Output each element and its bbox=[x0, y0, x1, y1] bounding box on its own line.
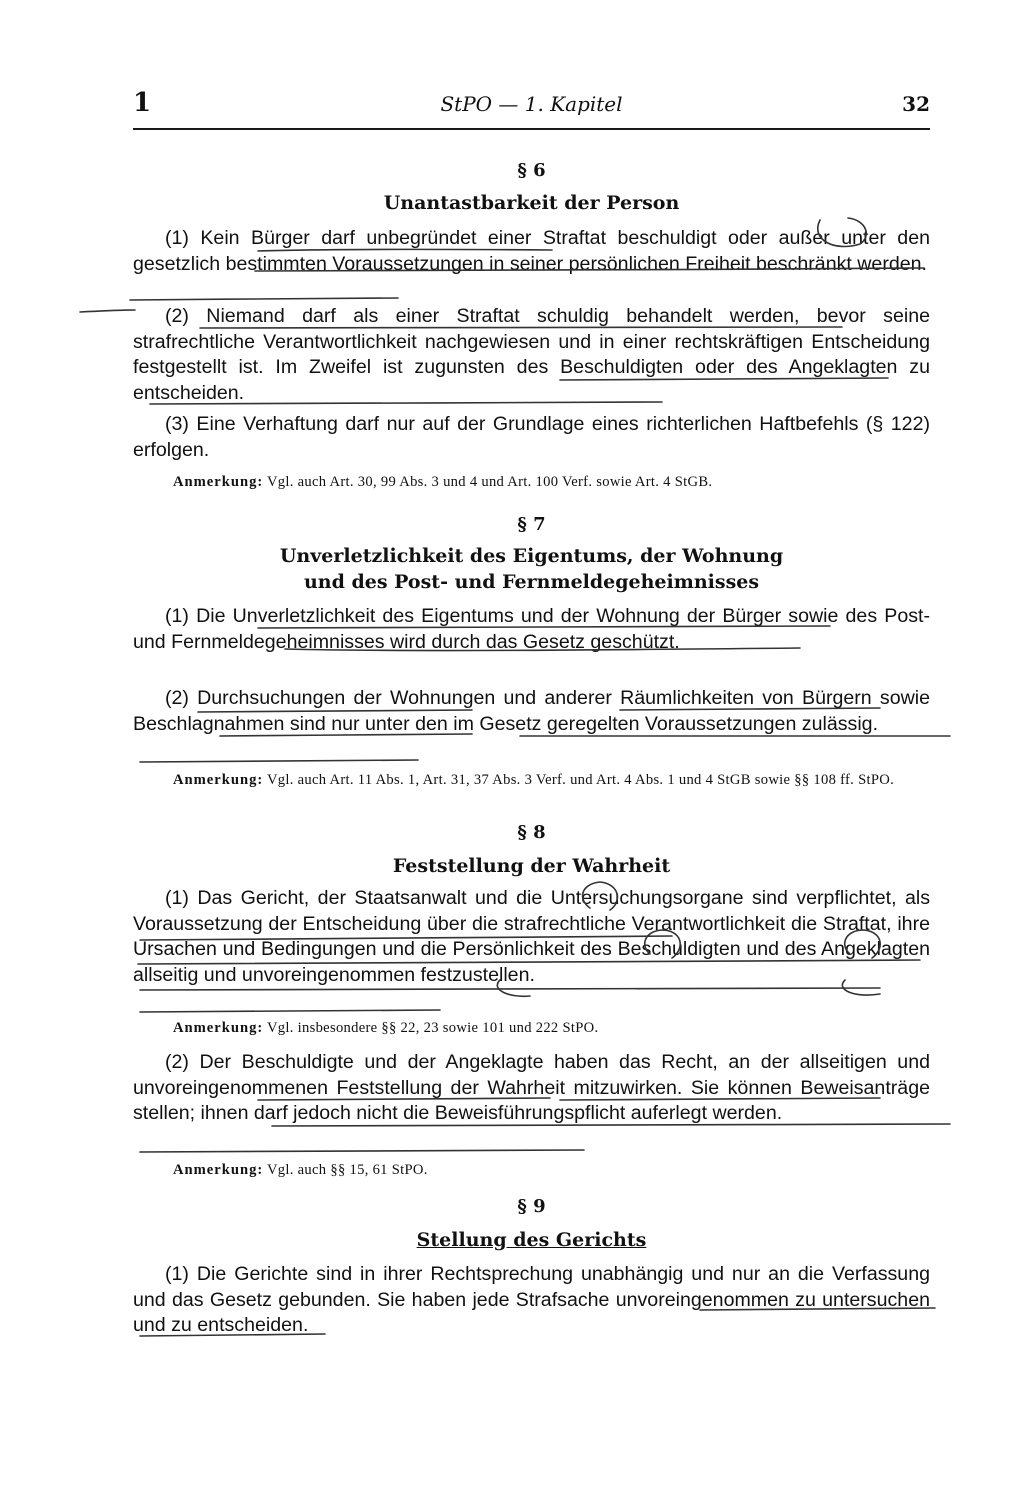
annotation-line bbox=[200, 327, 842, 328]
annotation-line bbox=[140, 936, 672, 940]
section-heading-9-text: Stellung des Gerichts bbox=[416, 1229, 647, 1251]
paragraph-8-1: (1) Das Gericht, der Staatsanwalt und die Untersuchungsorgane sind verpflichtet, als Voraussetzung der Entscheidung über die strafrechtliche Verantwortlichkeit die Straftat, ihre Ursachen und Bedingungen und die Persönlichkeit des Beschuldigten und des Angeklagten allseitig und unvoreingenommen festzustellen. bbox=[133, 887, 930, 986]
section-number-9: § 9 bbox=[517, 1196, 546, 1217]
paragraph-6-3: (3) Eine Verhaftung darf nur auf der Grundlage eines richterlichen Haftbefehls (§ 122) erfolgen. bbox=[133, 413, 930, 461]
paragraph-7-1: (1) Die Unverletzlichkeit des Eigentums und der Wohnung der Bürger sowie des Post- und Fernmeldegeheimnisses wird durch das Gesetz geschützt. bbox=[133, 605, 930, 653]
section-number-7: § 7 bbox=[517, 514, 546, 535]
annotation-line bbox=[285, 648, 800, 651]
annotation-line bbox=[700, 1308, 935, 1310]
annotation-line bbox=[140, 988, 880, 990]
section-heading-8: Feststellung der Wahrheit bbox=[392, 855, 671, 877]
section-heading-7-line-2: und des Post- und Fernmeldegeheimnisses bbox=[303, 571, 760, 593]
annotation-line bbox=[80, 310, 135, 312]
annotation-line bbox=[198, 710, 472, 712]
annotation-line bbox=[220, 734, 472, 736]
chapter-number: 1 bbox=[133, 88, 152, 118]
annotation-line bbox=[140, 1150, 584, 1152]
running-title: StPO — 1. Kapitel bbox=[440, 92, 623, 116]
annotation-line bbox=[138, 960, 920, 964]
note-text: Vgl. auch §§ 15, 61 StPO. bbox=[266, 1162, 428, 1178]
section-number-8: § 8 bbox=[517, 822, 546, 843]
annotation-line bbox=[845, 930, 880, 958]
note-label: Anmerkung: bbox=[173, 772, 264, 788]
annotation-line bbox=[130, 298, 398, 300]
annotation-line bbox=[140, 760, 418, 762]
section-number-6: § 6 bbox=[517, 160, 546, 181]
note-text: Vgl. insbesondere §§ 22, 23 sowie 101 und 222 StPO. bbox=[266, 1020, 599, 1036]
paragraph-6-2: (2) Niemand darf als einer Straftat schuldig behandelt werden, bevor seine strafrechtliche Verantwortlichkeit nachgewiesen und in einer rechtskräftigen Entscheidung festgestellt ist. Im Zweifel ist zugunsten des Beschuldigten oder des Angeklagten zu entscheiden. bbox=[133, 305, 930, 404]
annotation-line bbox=[150, 402, 662, 404]
annotation-line bbox=[258, 249, 552, 251]
paragraph-9-1: (1) Die Gerichte sind in ihrer Rechtsprechung unabhängig und nur an die Verfassung und das Gesetz gebunden. Sie haben jede Strafsache unvoreingenommen zu untersuchen und zu entscheiden. bbox=[133, 1263, 930, 1337]
section-heading-7-line-1: Unverletzlichkeit des Eigentums, der Wohnung bbox=[279, 545, 784, 567]
paragraph-7-2: (2) Durchsuchungen der Wohnungen und anderer Räumlichkeiten von Bürgern sowie Beschlagnahmen sind nur unter den im Gesetz geregelten Voraussetzungen zulässig. bbox=[133, 687, 930, 735]
note-label: Anmerkung: bbox=[173, 474, 264, 490]
page-number: 32 bbox=[902, 92, 930, 116]
section-heading-6: Unantastbarkeit der Person bbox=[383, 192, 680, 214]
note-label: Anmerkung: bbox=[173, 1020, 264, 1036]
annotation-line bbox=[560, 1098, 880, 1100]
annotation-line bbox=[818, 218, 867, 247]
note-text: Vgl. auch Art. 30, 99 Abs. 3 und 4 und Art. 100 Verf. sowie Art. 4 StGB. bbox=[266, 474, 713, 490]
paragraph-6-1: (1) Kein Bürger darf unbegründet einer Straftat beschuldigt oder außer unter den gesetzlich bestimmten Voraussetzungen in seiner persönlichen Freiheit beschränkt werden. bbox=[133, 227, 930, 275]
annotation-line bbox=[255, 268, 924, 271]
annotation-line bbox=[272, 1124, 950, 1126]
paragraph-8-2: (2) Der Beschuldigte und der Angeklagte haben das Recht, an der allseitigen und unvoreingenommenen Feststellung der Wahrheit mitzuwirken. Sie können Beweisanträge stellen; ihnen darf jedoch nicht die Beweisführungspflicht auferlegt werden. bbox=[133, 1051, 930, 1125]
annotation-line bbox=[140, 1334, 325, 1336]
note-label: Anmerkung: bbox=[173, 1162, 264, 1178]
annotation-line bbox=[560, 378, 888, 380]
annotation-line bbox=[645, 930, 680, 958]
annotation-line bbox=[258, 1098, 550, 1100]
annotation-line bbox=[258, 626, 830, 628]
annotation-line bbox=[620, 708, 880, 710]
note-text: Vgl. auch Art. 11 Abs. 1, Art. 31, 37 Abs. 3 Verf. und Art. 4 Abs. 1 und 4 StGB sowie §§ 108 ff. StPO. bbox=[266, 772, 895, 788]
annotation-line bbox=[140, 1010, 440, 1012]
annotation-line bbox=[583, 882, 618, 910]
